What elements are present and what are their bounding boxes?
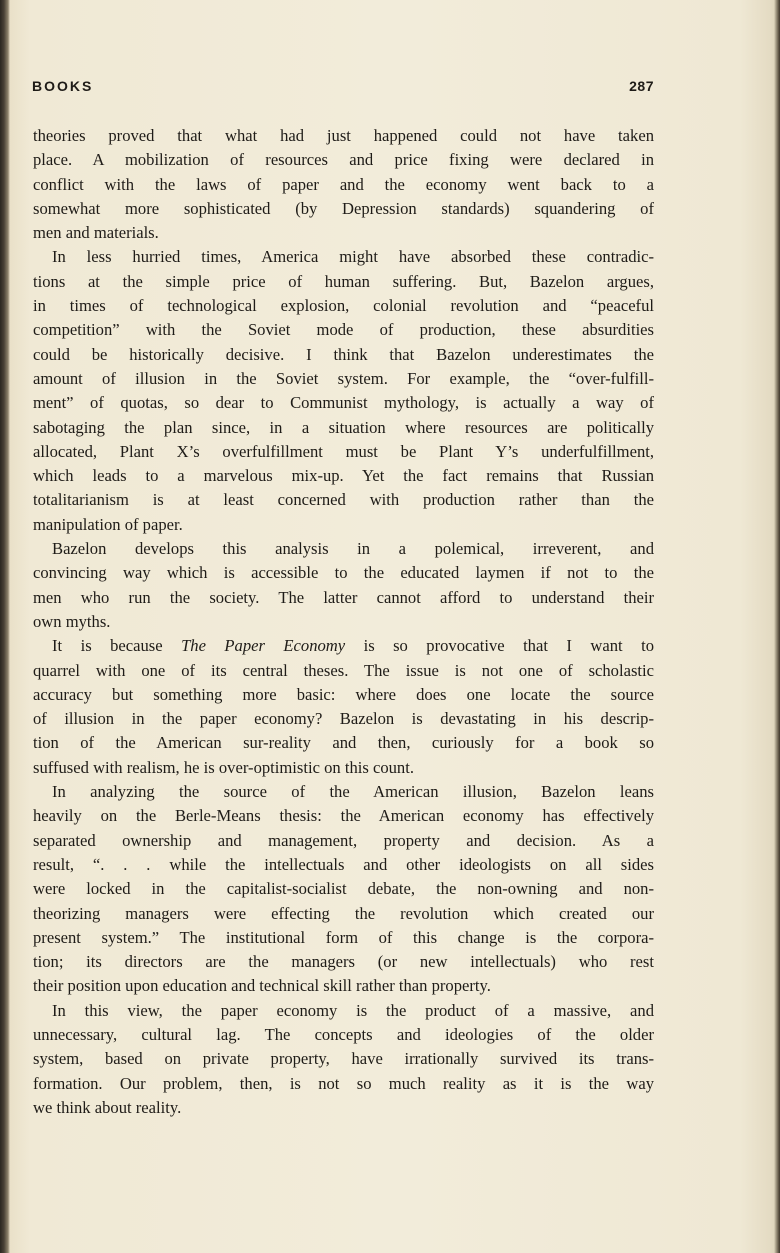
text-line: heavily on the Berle-Means thesis: the American economy has effectively (33, 806, 654, 826)
text-line: men who run the society. The latter cannot afford to understand their (33, 587, 654, 607)
book-spine-shadow (0, 0, 10, 1253)
text-line: were locked in the capitalist-socialist debate, the non-owning and non- (33, 879, 654, 899)
text-line: own myths. (33, 611, 111, 631)
text-line: suffused with realism, he is over-optimistic on this count. (33, 757, 414, 777)
text-line: manipulation of paper. (33, 514, 183, 534)
section-title: BOOKS (32, 78, 94, 94)
text-line: sabotaging the plan since, in a situation where resources are politically (33, 417, 654, 437)
paragraph (33, 124, 654, 245)
text-run: It is because (52, 636, 182, 656)
text-line: place. A mobilization of resources and price fixing were declared in (33, 150, 654, 170)
text-line: men and materials. (33, 223, 159, 243)
paragraph (33, 537, 654, 634)
paragraph (33, 245, 654, 537)
text-line: In this view, the paper economy is the product of a massive, and (52, 1000, 654, 1020)
text-line: unnecessary, cultural lag. The concepts and ideologies of the older (33, 1024, 654, 1044)
text-line: of illusion in the paper economy? Bazelon is devastating in his descrip- (33, 709, 654, 729)
text-line: which leads to a marvelous mix-up. Yet the fact remains that Russian (33, 466, 654, 486)
text-line: allocated, Plant X’s overfulfillment must be Plant Y’s underfulfillment, (33, 441, 654, 461)
text-line: tion of the American sur-reality and then, curiously for a book so (33, 733, 654, 753)
text-line: their position upon education and technical skill rather than property. (33, 976, 491, 996)
text-line: accuracy but something more basic: where does one locate the source (33, 684, 654, 704)
text-line: system, based on private property, have irrationally survived its trans- (33, 1049, 654, 1069)
text-line: somewhat more sophisticated (by Depression standards) squandering of (33, 198, 654, 218)
text-run: is so provocative that I want to (345, 636, 654, 656)
text-line: convincing way which is accessible to the educated laymen if not to the (33, 563, 654, 583)
text-line: tion; its directors are the managers (or new intellectuals) who rest (33, 952, 654, 972)
text-line: amount of illusion in the Soviet system. For example, the “over-fulfill- (33, 368, 654, 388)
text-line (33, 634, 654, 658)
text-line: totalitarianism is at least concerned with production rather than the (33, 490, 654, 510)
paragraph (33, 999, 654, 1120)
text-line: ment” of quotas, so dear to Communist mythology, is actually a way of (33, 393, 654, 413)
article-body (33, 124, 654, 1120)
text-line: Bazelon develops this analysis in a polemical, irreverent, and (52, 539, 654, 559)
text-line: we think about reality. (33, 1097, 182, 1117)
book-title: The Paper Economy (181, 636, 346, 656)
paragraph (33, 780, 654, 999)
text-line: In analyzing the source of the American illusion, Bazelon leans (52, 782, 654, 802)
text-line: result, “. . . while the intellectuals and other ideologists on all sides (33, 854, 654, 874)
page-edge-shadow (774, 0, 780, 1253)
text-line: present system.” The institutional form of this change is the corpora- (33, 927, 654, 947)
running-head (32, 78, 654, 100)
text-line: theories proved that what had just happened could not have taken (33, 126, 654, 145)
text-line: conflict with the laws of paper and the economy went back to a (33, 174, 654, 194)
text-line: formation. Our problem, then, is not so much reality as it is the way (33, 1073, 654, 1093)
text-line: In less hurried times, America might have absorbed these contradic- (52, 247, 654, 267)
page-number: 287 (629, 78, 654, 94)
text-line: could be historically decisive. I think that Bazelon underestimates the (33, 344, 654, 364)
text-line: tions at the simple price of human suffering. But, Bazelon argues, (33, 271, 654, 291)
text-line: theorizing managers were effecting the revolution which created our (33, 903, 654, 923)
text-line: quarrel with one of its central theses. The issue is not one of scholastic (33, 660, 654, 680)
text-line: separated ownership and management, property and decision. As a (33, 830, 654, 850)
text-line: competition” with the Soviet mode of production, these absurdities (33, 320, 654, 340)
text-line: in times of technological explosion, colonial revolution and “peaceful (33, 296, 654, 316)
paragraph (33, 634, 654, 780)
